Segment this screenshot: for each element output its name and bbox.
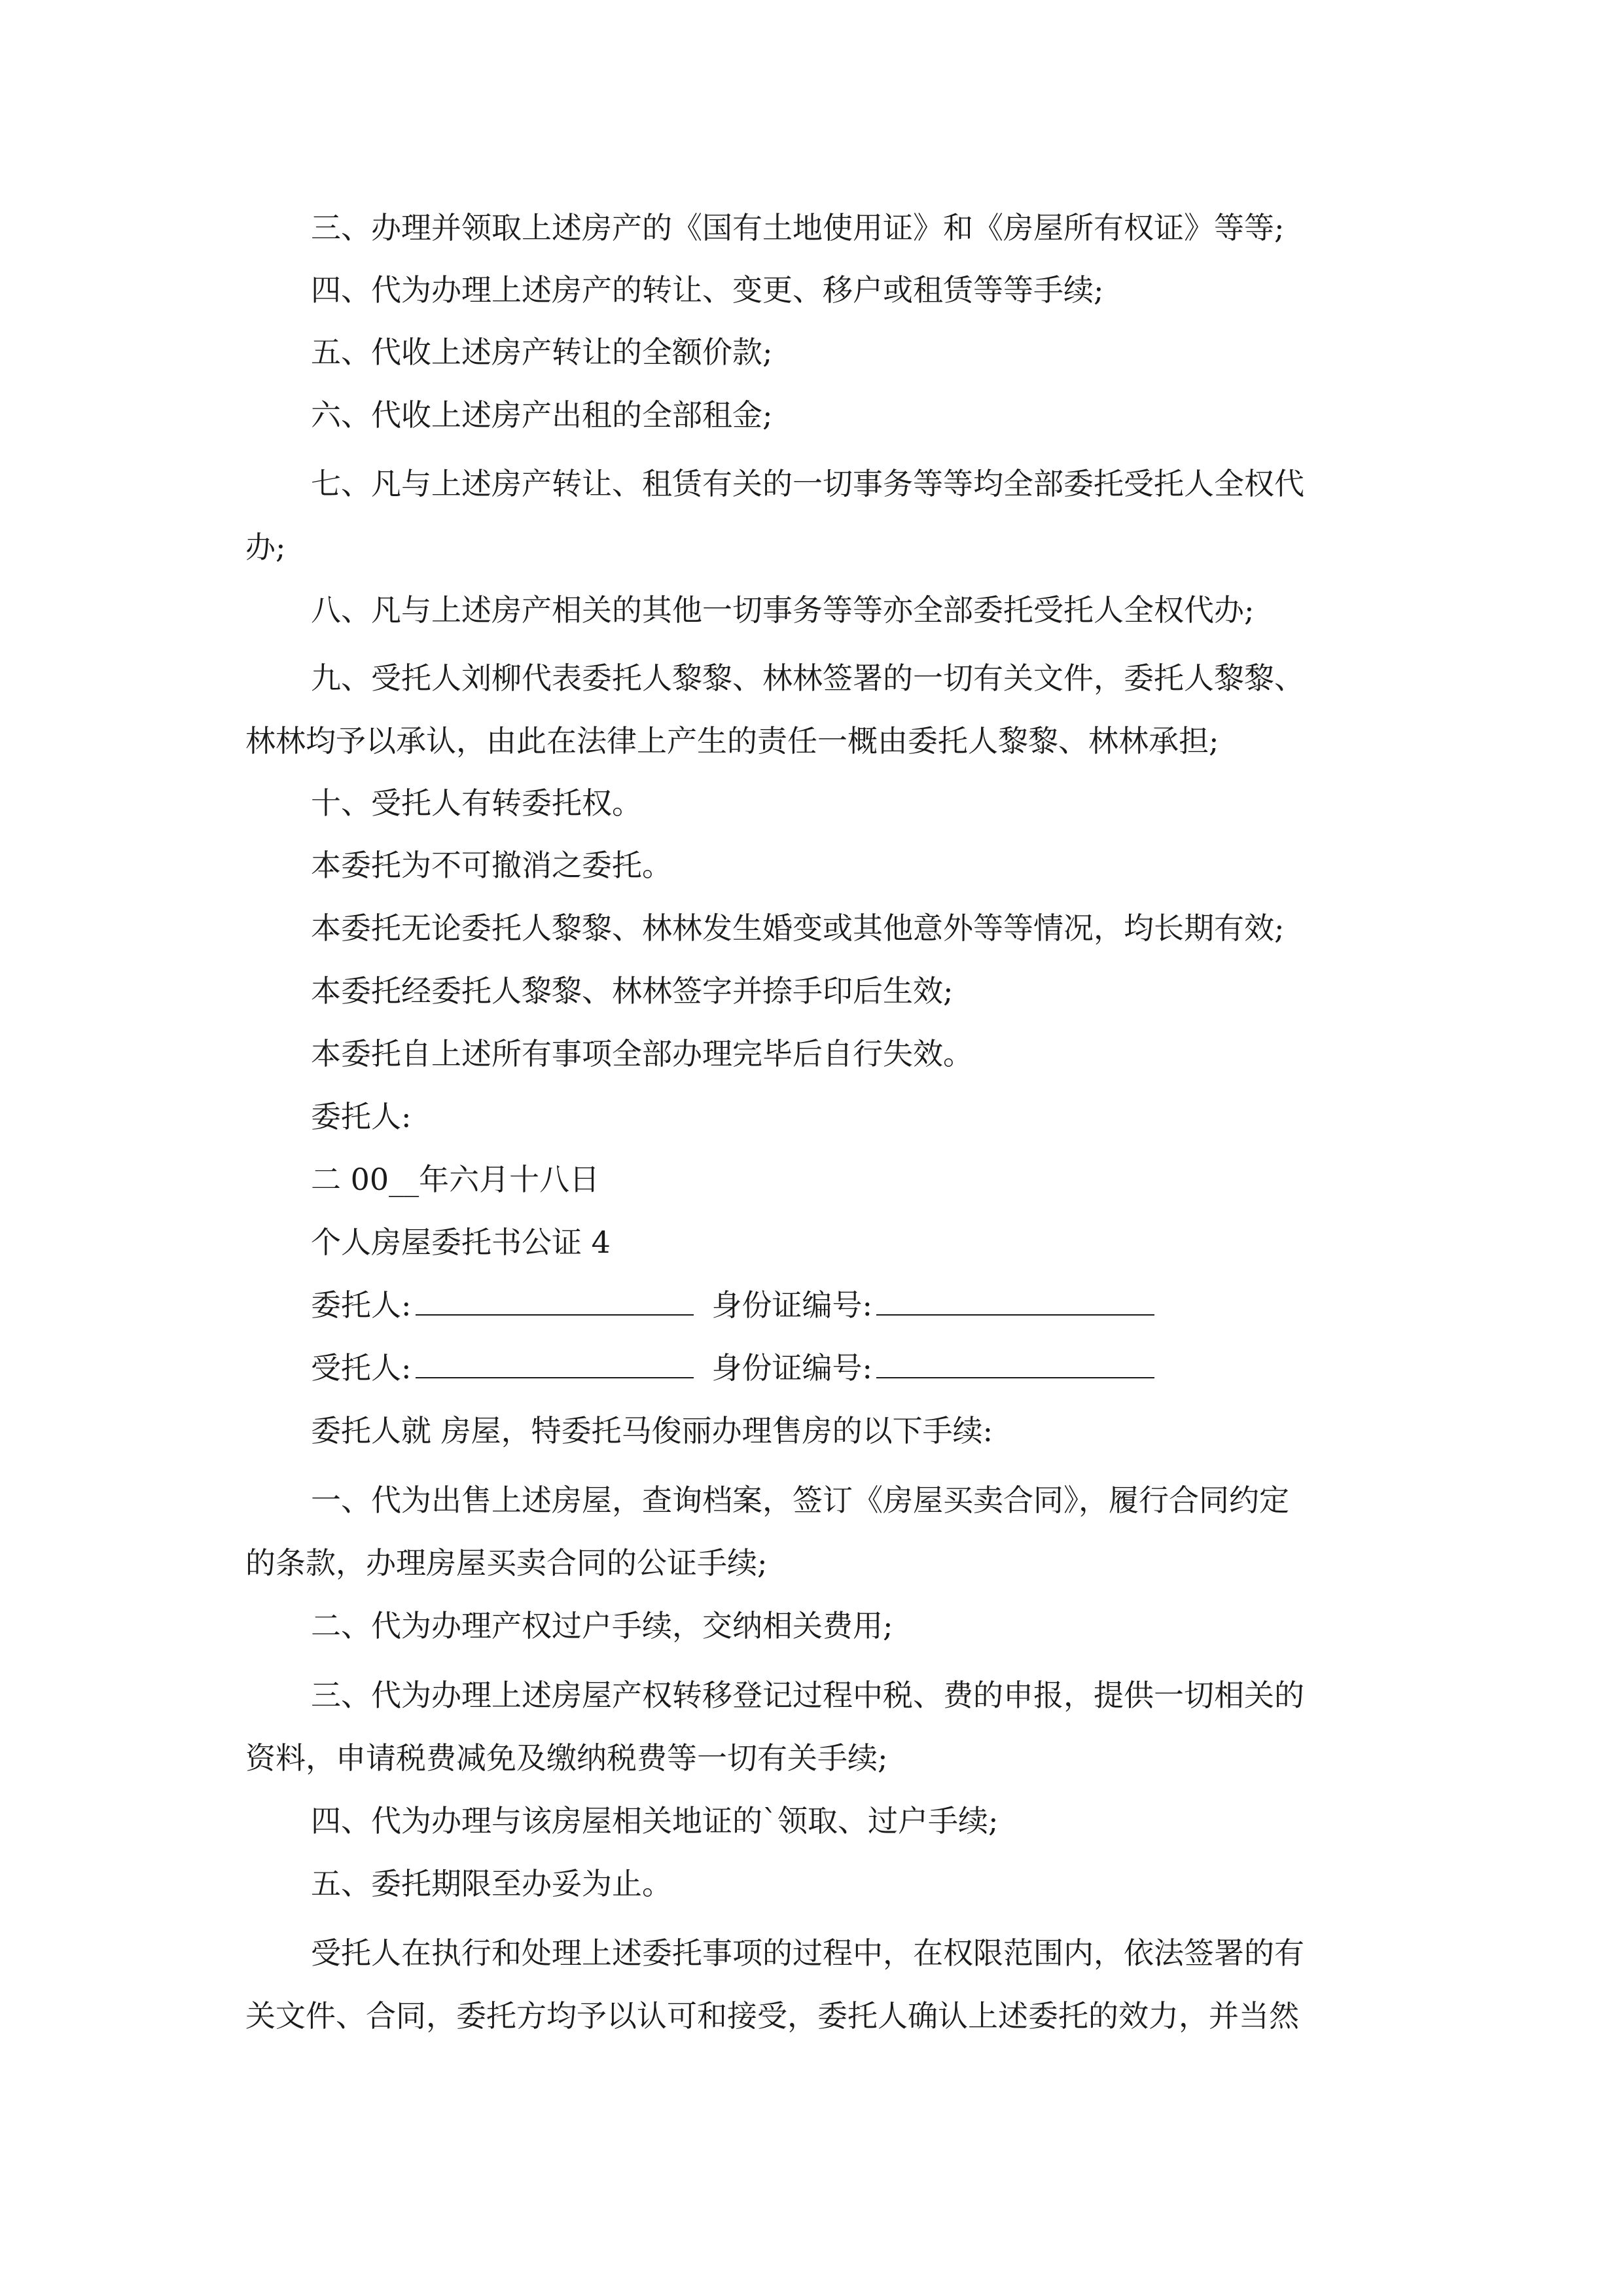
paragraph-validity: 本委托无论委托人黎黎、林林发生婚变或其他意外等等情况，均长期有效; — [311, 910, 1285, 946]
paragraph-sale-3: 三、代为办理上述房屋产权转移登记过程中税、费的申报，提供一切相关的 — [311, 1677, 1304, 1713]
principal-name-blank[interactable] — [416, 1285, 694, 1316]
paragraph-irrevocable: 本委托为不可撤消之委托。 — [311, 848, 672, 883]
paragraph-item-10: 十、受托人有转委托权。 — [311, 785, 642, 821]
signature-label: 委托人: — [311, 1099, 412, 1134]
principal-label: 委托人: — [311, 1287, 412, 1323]
paragraph-item-5: 五、代收上述房产转让的全额价款; — [311, 334, 773, 370]
section-title: 个人房屋委托书公证 4 — [311, 1225, 611, 1260]
paragraph-sale-1: 一、代为出售上述房屋，查询档案，签订《房屋买卖合同》，履行合同约定 — [311, 1482, 1289, 1518]
paragraph-item-7-cont: 办; — [245, 529, 286, 565]
paragraph-sale-5: 五、委托期限至办妥为止。 — [311, 1866, 672, 1901]
principal-id-label: 身份证编号: — [711, 1287, 872, 1323]
paragraph-item-9-cont: 林林均予以承认，由此在法律上产生的责任一概由委托人黎黎、林林承担; — [245, 723, 1219, 759]
paragraph-intro: 委托人就 房屋，特委托马俊丽办理售房的以下手续: — [311, 1413, 993, 1448]
agent-label: 受托人: — [311, 1350, 412, 1386]
principal-id-blank[interactable] — [876, 1285, 1154, 1316]
paragraph-sale-1-cont: 的条款，办理房屋买卖合同的公证手续; — [245, 1545, 768, 1581]
paragraph-item-3: 三、办理并领取上述房产的《国有土地使用证》和《房屋所有权证》等等; — [311, 210, 1285, 245]
date-line: 二 00__年六月十八日 — [311, 1162, 600, 1197]
paragraph-item-9: 九、受托人刘柳代表委托人黎黎、林林签署的一切有关文件，委托人黎黎、 — [311, 660, 1304, 696]
paragraph-item-6: 六、代收上述房产出租的全部租金; — [311, 397, 773, 433]
paragraph-sale-4: 四、代为办理与该房屋相关地证的`领取、过户手续; — [311, 1803, 999, 1839]
paragraph-item-4: 四、代为办理上述房产的转让、变更、移户或租赁等等手续; — [311, 272, 1104, 308]
paragraph-item-7: 七、凡与上述房产转让、租赁有关的一切事务等等均全部委托受托人全权代 — [311, 466, 1304, 501]
agent-name-blank[interactable] — [416, 1348, 694, 1378]
paragraph-expiry: 本委托自上述所有事项全部办理完毕后自行失效。 — [311, 1036, 973, 1071]
agent-id-blank[interactable] — [876, 1348, 1154, 1378]
paragraph-effective: 本委托经委托人黎黎、林林签字并捺手印后生效; — [311, 973, 954, 1009]
paragraph-sale-2: 二、代为办理产权过户手续，交纳相关费用; — [311, 1608, 893, 1643]
agent-form-row — [311, 1348, 1173, 1388]
paragraph-sale-3-cont: 资料，申请税费减免及缴纳税费等一切有关手续; — [245, 1740, 888, 1776]
principal-form-row — [311, 1285, 1173, 1325]
paragraph-authority-cont: 关文件、合同，委托方均予以认可和接受，委托人确认上述委托的效力，并当然 — [245, 1998, 1299, 2034]
paragraph-item-8: 八、凡与上述房产相关的其他一切事务等等亦全部委托受托人全权代办; — [311, 592, 1255, 628]
agent-id-label: 身份证编号: — [711, 1350, 872, 1386]
paragraph-authority: 受托人在执行和处理上述委托事项的过程中，在权限范围内，依法签署的有 — [311, 1935, 1304, 1971]
